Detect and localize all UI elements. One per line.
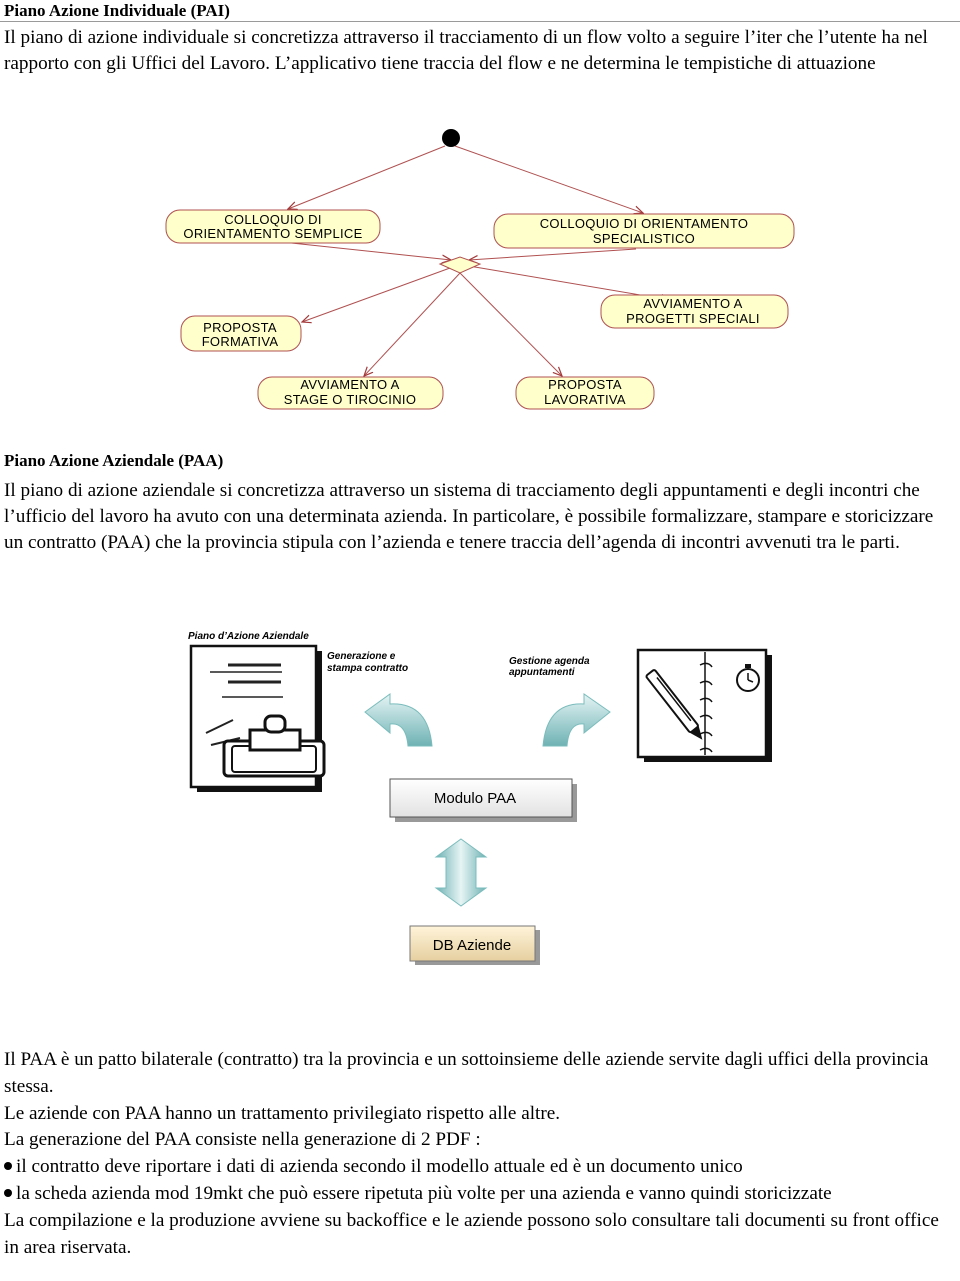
- note-line: Il PAA è un patto bilaterale (contratto) tra la provincia e un sottoinsieme delle aziende servite dagli uffici della provincia stessa.: [4, 1049, 929, 1097]
- doc-label: Piano d’Azione Aziendale: [188, 631, 309, 642]
- agenda-label: appuntamenti: [509, 667, 575, 678]
- bullet-text: il contratto deve riportare i dati di azienda secondo il modello attuale ed è un documento unico: [16, 1156, 743, 1178]
- paa-notes: [4, 1047, 956, 1261]
- double-arrow-icon: [436, 839, 486, 906]
- db-label: DB Aziende: [432, 937, 512, 954]
- agenda-label: Gestione agenda: [509, 656, 590, 667]
- flow-arrow: [364, 273, 460, 376]
- node-label: STAGE O TIROCINIO: [283, 392, 417, 407]
- bullet-item: [4, 1154, 956, 1181]
- node-label: AVVIAMENTO A: [300, 377, 400, 392]
- paa-diagram: [0, 620, 960, 990]
- pai-flow-diagram: [0, 120, 960, 420]
- pai-heading: Piano Azione Individuale (PAI): [4, 1, 230, 20]
- note-line: La compilazione e la produzione avviene su backoffice e le aziende possono solo consultare tali documenti su front office in area riservata.: [4, 1209, 939, 1258]
- node-label: PROPOSTA: [548, 377, 622, 392]
- node-label: LAVORATIVA: [544, 392, 626, 407]
- gen-label: stampa contratto: [327, 663, 409, 674]
- node-label: PROPOSTA: [203, 320, 277, 335]
- gen-label: Generazione e: [327, 651, 396, 662]
- note-line: Le aziende con PAA hanno un trattamento privilegiato rispetto alle altre.: [4, 1102, 561, 1124]
- bullet-item: [4, 1181, 956, 1208]
- paa-heading: Piano Azione Aziendale (PAA): [4, 451, 224, 470]
- flow-arrow: [455, 146, 643, 213]
- note-line: La generazione del PAA consiste nella generazione di 2 PDF :: [4, 1129, 481, 1151]
- curved-arrow-left-icon: [365, 694, 432, 746]
- node-label: COLLOQUIO DI: [224, 212, 322, 227]
- node-label: PROGETTI SPECIALI: [626, 311, 760, 326]
- curved-arrow-right-icon: [543, 694, 610, 746]
- node-label: SPECIALISTICO: [592, 231, 696, 246]
- pai-intro: Il piano di azione individuale si concretizza attraverso il tracciamento di un flow volto a seguire l’iter che l’utente ha nel rapporto con gli Uffici del Lavoro. L’applicativo tiene traccia del flow e ne determina le tempistiche di attuazione: [4, 27, 928, 74]
- node-label: AVVIAMENTO A: [643, 296, 743, 311]
- bullet-text: la scheda azienda mod 19mkt che può essere ripetuta più volte per una azienda e vanno quindi storicizzate: [16, 1182, 832, 1204]
- start-node-icon: [442, 129, 460, 147]
- flow-arrow: [282, 242, 451, 260]
- bullet-icon: [4, 1189, 12, 1197]
- node-label: COLLOQUIO DI ORIENTAMENTO: [539, 216, 749, 231]
- node-label: ORIENTAMENTO SEMPLICE: [183, 226, 363, 241]
- node-label: FORMATIVA: [201, 334, 279, 349]
- modulo-label: Modulo PAA: [433, 790, 517, 807]
- bullet-icon: [4, 1162, 12, 1170]
- contract-document-icon: [191, 646, 324, 792]
- heading-rule: [0, 21, 960, 22]
- flow-arrow: [460, 273, 562, 376]
- flow-arrow: [302, 268, 450, 322]
- flow-arrow: [469, 249, 636, 260]
- agenda-notebook-icon: [638, 650, 772, 762]
- paa-intro: Il piano di azione aziendale si concretizza attraverso un sistema di tracciamento degli appuntamenti e degli incontri che l’ufficio del lavoro ha avuto con una determinata azienda. In particolare, è possibile formalizzare, stampare e storicizzare un contratto (PAA) che la provincia stipula con l’azienda e tenere traccia dell’agenda di incontri avvenuti tra le parti.: [4, 480, 934, 553]
- flow-arrow: [288, 146, 445, 209]
